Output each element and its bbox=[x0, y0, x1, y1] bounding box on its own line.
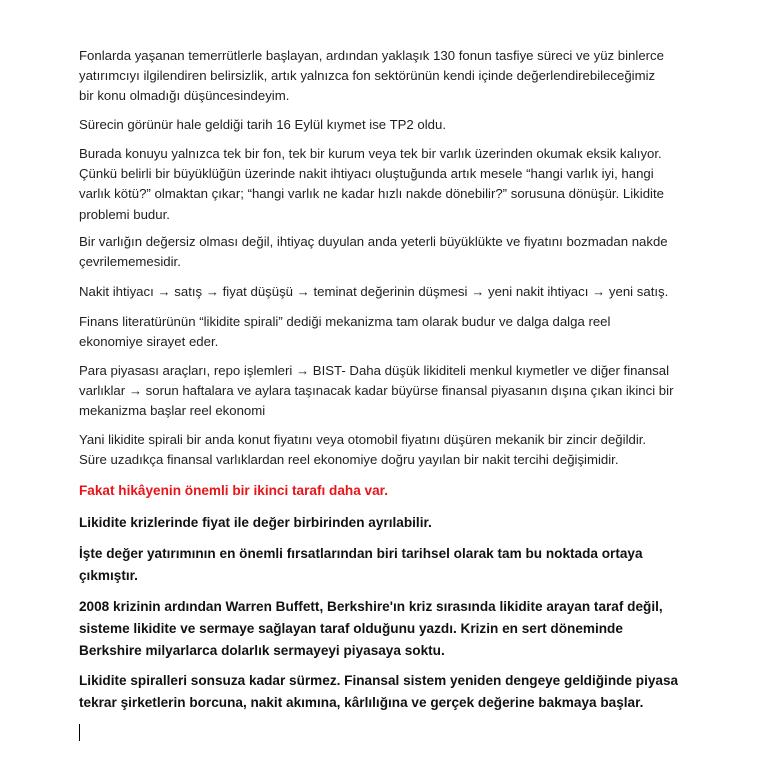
text-line: problemi budur. bbox=[79, 206, 170, 222]
heading-line: Fakat hikâyenin önemli bir ikinci tarafı daha var. bbox=[79, 483, 388, 498]
paragraph-chain bbox=[79, 282, 689, 302]
text-line: Likidite krizlerinde fiyat ile değer birbirinden ayrılabilir. bbox=[79, 515, 432, 530]
text-line: Yani likidite spirali bir anda konut fiyatını veya otomobil fiyatını düşüren mekanik bir zincir değildir. bbox=[79, 432, 647, 447]
text-line: sisteme likidite ve sermaye sağlayan taraf olduğunu yazdı. Krizin en sert döneminde bbox=[79, 621, 623, 636]
text-line: tekrar şirketlerin borcuna, nakit akımına, kârlılığına ve gerçek değerine bakmaya başlar. bbox=[79, 695, 644, 710]
text-line: Süre uzadıkça finansal varlıklardan reel ekonomiye doğru yayılan bir nakit tercihi değişimidir. bbox=[79, 452, 619, 468]
bold-paragraph-price-value bbox=[79, 512, 689, 534]
text-line: Berkshire milyarlarca dolarlık sermayeyi piyasaya soktu. bbox=[79, 643, 445, 658]
text-line: Sürecin görünür hale geldiği tarih 16 Eylül kıymet ise TP2 oldu. bbox=[79, 117, 447, 132]
paragraph-cash-preference bbox=[79, 430, 689, 470]
text-line: Finans literatürünün “likidite spirali” dediği mekanizma tam olarak budur ve dalga dalga reel bbox=[79, 314, 611, 329]
paragraph-intro bbox=[79, 46, 689, 107]
text-line: Para piyasası araçları, repo işlemleri → BIST- Daha düşük likiditeli menkul kıymetler ve diğer finansal bbox=[79, 363, 670, 378]
text-line: mekanizma başlar reel ekonomi bbox=[79, 403, 266, 419]
text-line: varlık kötü?” olmaktan çıkar; “hangi varlık ne kadar hızlı nakde dönebilir?” sorusuna dönüşür. Likidite bbox=[79, 186, 664, 202]
text-line: varlıklar → sorun haftalara ve aylara taşınacak kadar büyürse finansal piyasanın dışına çıkan ikinci bir bbox=[79, 383, 674, 399]
text-line: İşte değer yatırımının en önemli fırsatlarından biri tarihsel olarak tam bu noktada ortaya bbox=[79, 546, 643, 561]
paragraph-liquidity-problem bbox=[79, 144, 689, 225]
text-line: 2008 krizinin ardından Warren Buffett, Berkshire'ın kriz sırasında likidite arayan taraf değil, bbox=[79, 599, 663, 614]
red-heading bbox=[79, 481, 689, 501]
text-line: Fonlarda yaşanan temerrütlerle başlayan, ardından yaklaşık 130 fonun tasfiye süreci ve yüz binlerce bbox=[79, 48, 664, 63]
paragraph-spiral bbox=[79, 312, 689, 352]
text-line: yatırımcıyı ilgilendiren belirsizlik, artık yalnızca fon sektörünün kendi içinde değerlendirebileceğimiz bbox=[79, 68, 656, 84]
text-line: Burada konuyu yalnızca tek bir fon, tek bir kurum veya tek bir varlık üzerinden okumak eksik kalıyor. bbox=[79, 146, 662, 161]
text-cursor[interactable] bbox=[79, 724, 80, 741]
paragraph-definition bbox=[79, 232, 689, 272]
text-line: Bir varlığın değersiz olması değil, ihtiyaç duyulan anda yeterli büyüklükte ve fiyatını bozmadan nakde bbox=[79, 234, 668, 249]
bold-paragraph-buffett bbox=[79, 596, 689, 662]
paragraph-date bbox=[79, 115, 689, 135]
text-line: bir konu olmadığı düşüncesindeyim. bbox=[79, 88, 290, 104]
text-line: Likidite spiralleri sonsuza kadar sürmez. Finansal sistem yeniden dengeye geldiğinde piyasa bbox=[79, 673, 679, 688]
text-line: Çünkü belirli bir büyüklüğün üzerinde nakit ihtiyacı oluştuğunda artık mesele “hangi varlık iyi, hangi bbox=[79, 166, 654, 182]
text-line: Nakit ihtiyacı → satış → fiyat düşüşü → teminat değerinin düşmesi → yeni nakit ihtiyacı → yeni satış. bbox=[79, 284, 669, 299]
bold-paragraph-opportunity bbox=[79, 543, 689, 587]
bold-paragraph-conclusion bbox=[79, 670, 689, 714]
text-line: ekonomiye sirayet eder. bbox=[79, 334, 219, 350]
document-page[interactable] bbox=[79, 0, 689, 765]
text-line: çevrilememesidir. bbox=[79, 254, 181, 270]
text-line: çıkmıştır. bbox=[79, 568, 138, 583]
paragraph-money-markets bbox=[79, 361, 689, 422]
